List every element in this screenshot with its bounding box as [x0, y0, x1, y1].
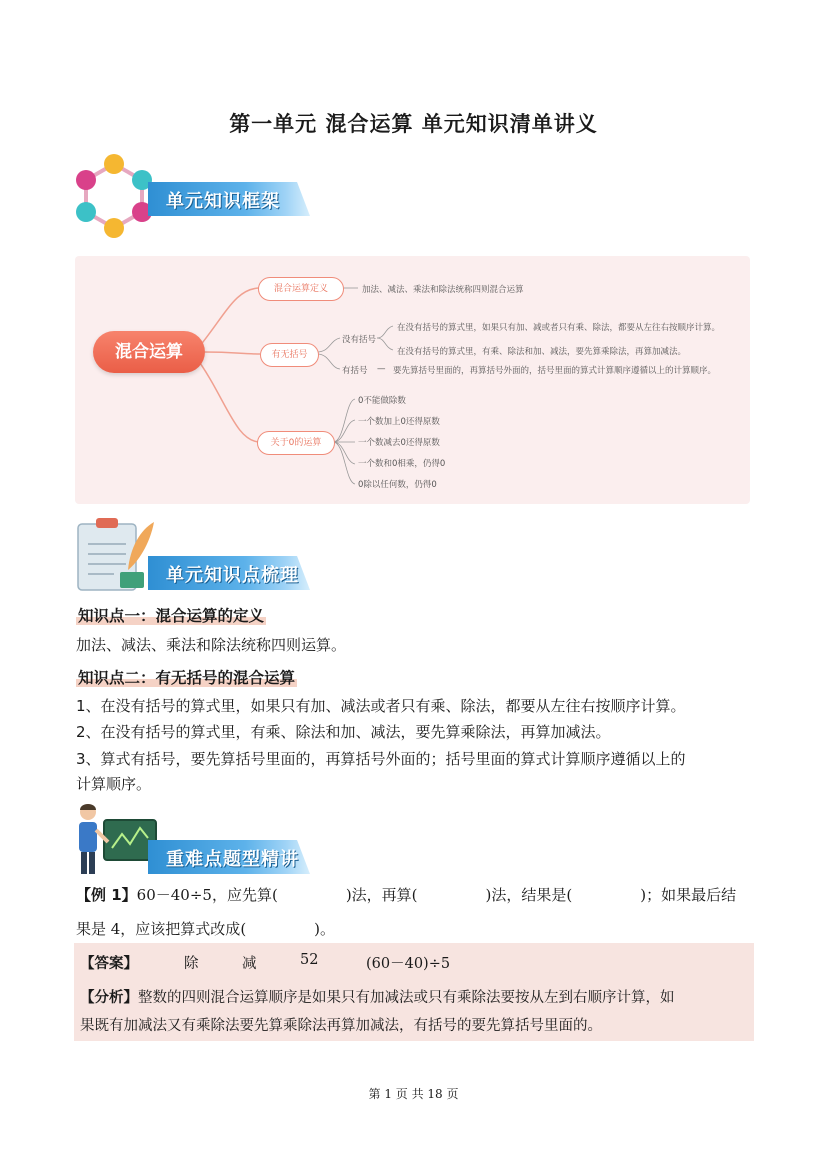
mindmap-root: 混合运算 [93, 331, 205, 373]
analysis-line-2: 果既有加减法又有乘除法要先算乘除法再算加减法，有括号的要先算括号里面的。 [80, 1018, 602, 1034]
mindmap-no-bracket-rule-2: 在没有括号的算式里，有乘、除法和加、减法，要先算乘除法，再算加减法。 [397, 347, 687, 357]
mindmap-zero-item: 一个数减去0还得原数 [358, 438, 440, 448]
mindmap-zero-item: 0不能做除数 [358, 396, 406, 406]
example-1-line-1: 【例 1】60－40÷5，应先算( )法，再算( )法，结果是( )；如果最后结 [76, 886, 737, 904]
mindmap-zero-item: 0除以任何数，仍得0 [358, 480, 437, 490]
mindmap-branch-definition: 混合运算定义 [258, 277, 344, 301]
page-title: 第一单元 混合运算 单元知识清单讲义 [229, 112, 598, 136]
mindmap-no-bracket: 没有括号 [342, 335, 377, 345]
page-footer: 第 1 页 共 18 页 [368, 1087, 459, 1101]
mindmap-branch-zero: 关于0的运算 [257, 431, 335, 455]
kp2-heading: 知识点二：有无括号的混合运算 [78, 669, 296, 687]
example-1-line-2: 果是 4，应该把算式改成( )。 [76, 920, 336, 938]
answer-1: 除 [184, 956, 199, 972]
answer-4: (60－40)÷5 [366, 956, 451, 972]
mindmap-with-bracket: 有括号 [342, 366, 368, 376]
answer-label: 【答案】 [80, 956, 138, 972]
analysis-line-1: 【分析】整数的四则混合运算顺序是如果只有加减法或只有乘除法要按从左到右顺序计算，如 [80, 990, 675, 1006]
kp1-text: 加法、减法、乘法和除法统称四则运算。 [76, 636, 347, 654]
answer-2: 减 [242, 956, 257, 972]
mindmap-with-bracket-rule: 要先算括号里面的，再算括号外面的，括号里面的算式计算顺序遵循以上的计算顺序。 [393, 366, 717, 376]
kp2-item: 3、算式有括号，要先算括号里面的，再算括号外面的；括号里面的算式计算顺序遵循以上的 [76, 750, 686, 768]
mindmap-definition-text: 加法、减法、乘法和除法统称四则混合运算 [362, 285, 524, 295]
mindmap-zero-item: 一个数加上0还得原数 [358, 417, 440, 427]
mindmap-with-bracket-dash: — [377, 364, 386, 374]
kp2-item: 1、在没有括号的算式里，如果只有加、减法或者只有乘、除法，都要从左往右按顺序计算。 [76, 697, 686, 715]
kp1-heading: 知识点一：混合运算的定义 [78, 607, 265, 625]
answer-3: 52 [300, 952, 319, 968]
banner-knowledge-points: 单元知识点梳理 [148, 556, 310, 590]
kp2-item: 计算顺序。 [76, 775, 152, 793]
mindmap [75, 256, 750, 504]
answer-box [74, 943, 754, 1041]
banner-examples: 重难点题型精讲 [148, 840, 310, 874]
banner-framework: 单元知识框架 [148, 182, 310, 216]
mindmap-branch-brackets: 有无括号 [260, 343, 319, 367]
mindmap-no-bracket-rule-1: 在没有括号的算式里，如果只有加、减或者只有乘、除法，都要从左往右按顺序计算。 [397, 323, 721, 333]
kp2-item: 2、在没有括号的算式里，有乘、除法和加、减法，要先算乘除法，再算加减法。 [76, 723, 611, 741]
mindmap-zero-item: 一个数和0相乘，仍得0 [358, 459, 446, 469]
teacher-board-icon [74, 800, 158, 876]
